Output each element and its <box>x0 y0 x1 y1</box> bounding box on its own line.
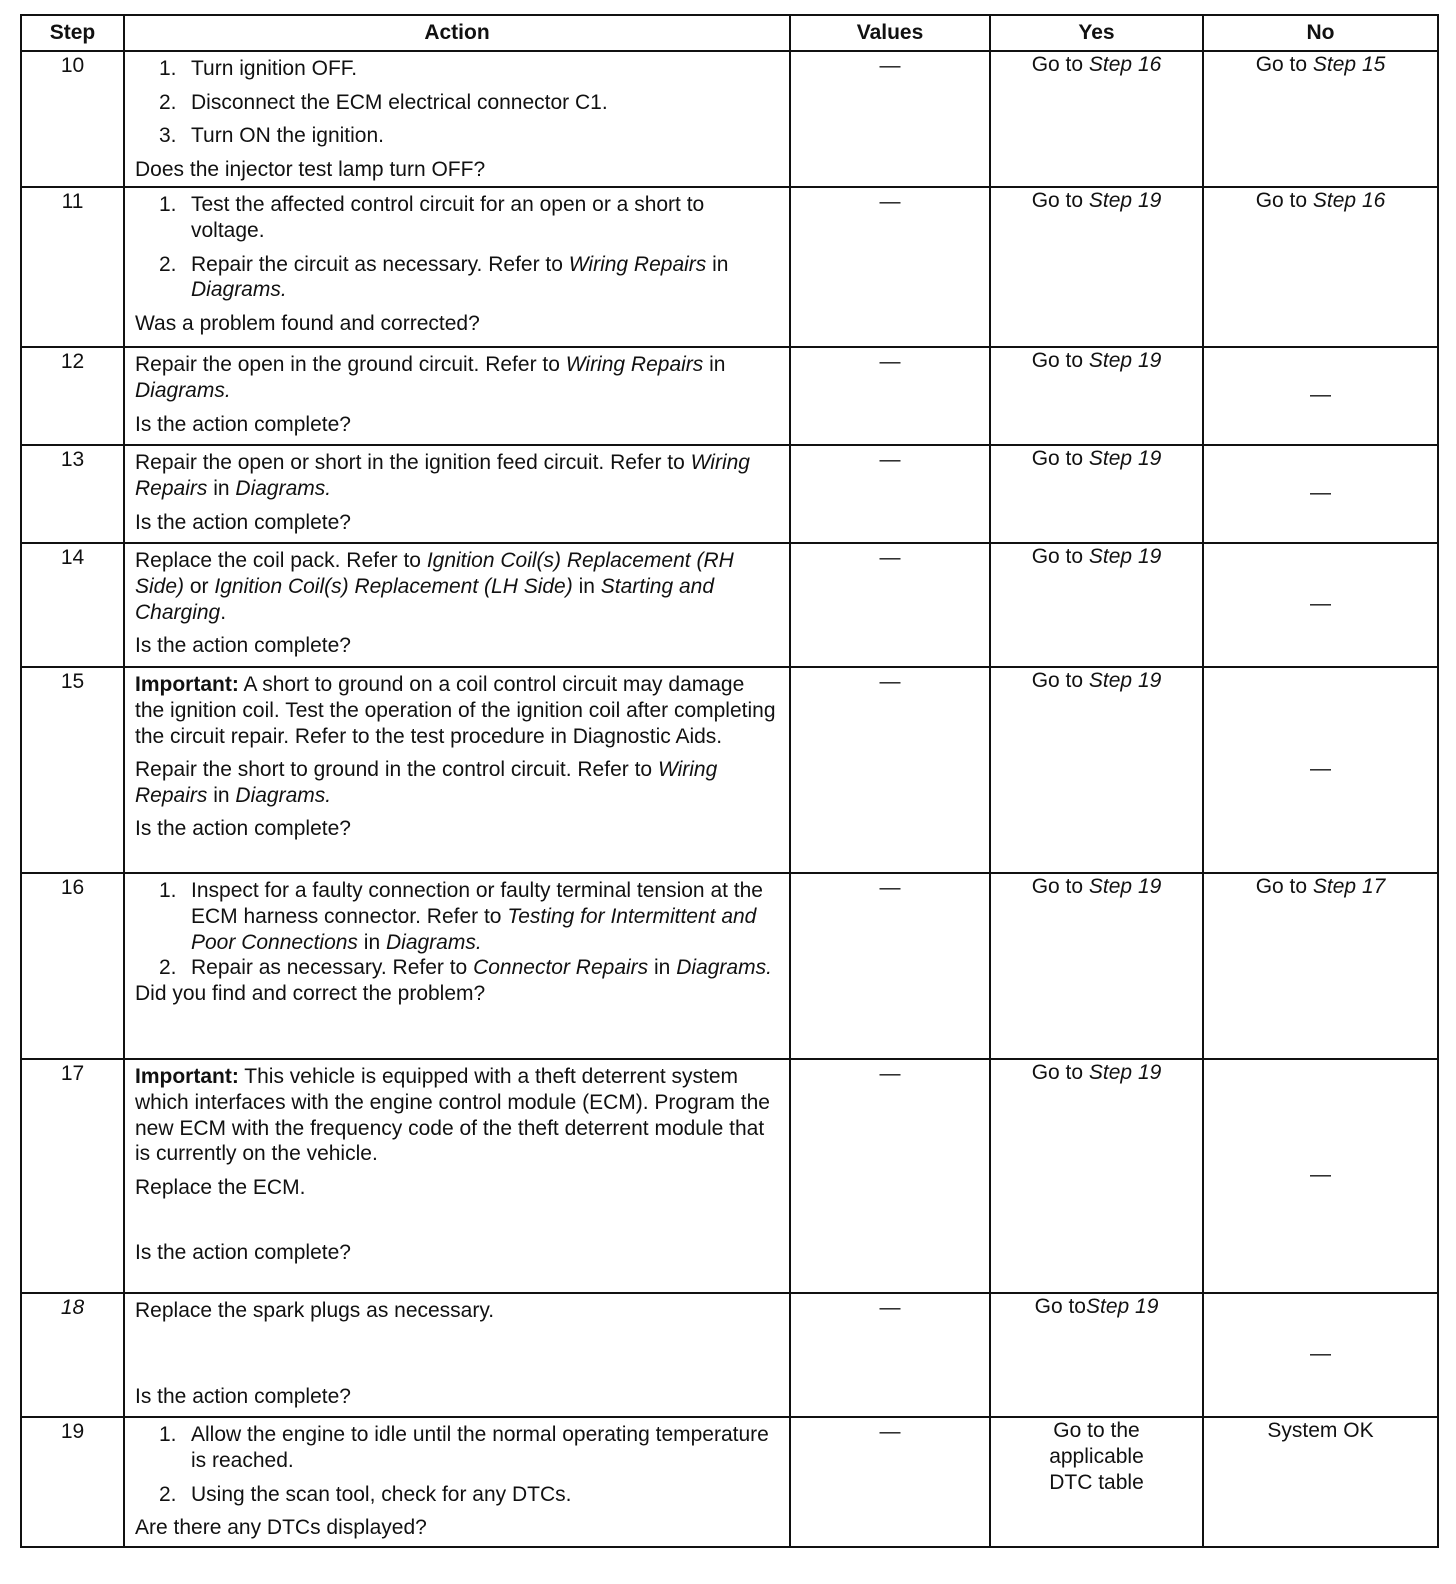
table-row <box>21 873 1438 1059</box>
no-cell: System OK <box>1203 1417 1438 1547</box>
action-cell <box>124 873 790 1059</box>
step-number: 17 <box>21 1059 124 1293</box>
action-question: Is the action complete? <box>135 412 351 436</box>
action-text: Repair the open in the ground circuit. Refer to Wiring Repairs in Diagrams. <box>135 353 726 403</box>
step-number: 13 <box>21 445 124 543</box>
values-cell: — <box>790 51 990 187</box>
yes-cell: Go to Step 19 <box>990 543 1203 667</box>
action-cell <box>124 1059 790 1293</box>
action-step: 1. Inspect for a faulty connection or faulty terminal tension at the ECM harness connector. Refer to Testing for Intermittent and Poor Connections in Diagrams. <box>159 879 763 954</box>
action-question: Is the action complete? <box>135 510 351 534</box>
action-question: Is the action complete? <box>135 634 351 658</box>
action-cell <box>124 667 790 873</box>
action-steps <box>135 878 779 980</box>
step-number: 15 <box>21 667 124 873</box>
no-cell: Go to Step 17 <box>1203 873 1438 1059</box>
action-question: Are there any DTCs displayed? <box>135 1516 427 1540</box>
yes-cell: Go to Step 19 <box>990 347 1203 445</box>
action-cell <box>124 187 790 347</box>
values-cell: — <box>790 347 990 445</box>
action-text: Repair the open or short in the ignition feed circuit. Refer to Wiring Repairs in Diagrams. <box>135 451 750 501</box>
table-row <box>21 1059 1438 1293</box>
action-question: Is the action complete? <box>135 817 351 841</box>
yes-cell: Go to Step 16 <box>990 51 1203 187</box>
no-cell: — <box>1203 347 1438 445</box>
table-row <box>21 667 1438 873</box>
step-number: 16 <box>21 873 124 1059</box>
action-step: 1. Allow the engine to idle until the normal operating temperature is reached. <box>159 1423 769 1473</box>
action-step: 2. Disconnect the ECM electrical connector C1. <box>159 90 608 114</box>
header-action: Action <box>124 15 790 51</box>
header-row <box>21 15 1438 51</box>
action-text: Repair the short to ground in the control circuit. Refer to Wiring Repairs in Diagrams. <box>135 758 718 807</box>
values-cell: — <box>790 543 990 667</box>
table-row <box>21 1293 1438 1417</box>
no-cell: — <box>1203 445 1438 543</box>
header-no: No <box>1203 15 1438 51</box>
action-step: 2. Repair as necessary. Refer to Connector Repairs in Diagrams. <box>159 956 772 980</box>
step-number: 18 <box>21 1293 124 1417</box>
action-text: Replace the ECM. <box>135 1175 306 1199</box>
action-step: 3. Turn ON the ignition. <box>159 124 384 148</box>
action-steps <box>135 192 779 302</box>
header-values: Values <box>790 15 990 51</box>
yes-cell: Go to Step 19 <box>990 187 1203 347</box>
step-number: 10 <box>21 51 124 187</box>
action-cell <box>124 445 790 543</box>
action-steps <box>135 56 779 149</box>
values-cell: — <box>790 445 990 543</box>
no-cell: — <box>1203 667 1438 873</box>
values-cell: — <box>790 1293 990 1417</box>
values-cell: — <box>790 1417 990 1547</box>
step-number: 19 <box>21 1417 124 1547</box>
action-step: 2. Repair the circuit as necessary. Refer to Wiring Repairs in Diagrams. <box>159 252 729 302</box>
action-text: Replace the spark plugs as necessary. <box>135 1299 495 1323</box>
table-row <box>21 51 1438 187</box>
action-cell <box>124 1417 790 1547</box>
header-yes: Yes <box>990 15 1203 51</box>
action-step: 2. Using the scan tool, check for any DTCs. <box>159 1482 572 1506</box>
important-note: Important: This vehicle is equipped with a theft deterrent system which interfaces with the engine control module (ECM). Program the new ECM with the frequency code of the theft deterrent module that is currently on the vehicle. <box>135 1065 770 1166</box>
action-cell <box>124 51 790 187</box>
no-cell: Go to Step 16 <box>1203 187 1438 347</box>
yes-cell: Go to Step 19 <box>990 1059 1203 1293</box>
values-cell: — <box>790 667 990 873</box>
step-number: 11 <box>21 187 124 347</box>
diagnostic-table <box>20 14 1439 1548</box>
action-cell <box>124 347 790 445</box>
table-row <box>21 347 1438 445</box>
action-question: Was a problem found and corrected? <box>135 311 480 335</box>
action-question: Does the injector test lamp turn OFF? <box>135 157 486 181</box>
no-cell: — <box>1203 1293 1438 1417</box>
no-cell: — <box>1203 1059 1438 1293</box>
yes-cell: Go to the applicable DTC table <box>990 1417 1203 1547</box>
action-question: Did you find and correct the problem? <box>135 981 486 1005</box>
table-row <box>21 445 1438 543</box>
step-number: 12 <box>21 347 124 445</box>
action-text: Replace the coil pack. Refer to Ignition Coil(s) Replacement (RH Side) or Ignition Coil(s) Replacement (LH Side) in Starting and Charging. <box>135 549 734 624</box>
yes-cell: Go toStep 19 <box>990 1293 1203 1417</box>
values-cell: — <box>790 187 990 347</box>
yes-cell: Go to Step 19 <box>990 667 1203 873</box>
values-cell: — <box>790 1059 990 1293</box>
action-cell <box>124 543 790 667</box>
no-cell: — <box>1203 543 1438 667</box>
table-row <box>21 1417 1438 1547</box>
important-note: Important: A short to ground on a coil control circuit may damage the ignition coil. Test the operation of the ignition coil after completing the circuit repair. Refer to the test procedure in Diagnostic Aids. <box>135 673 776 748</box>
action-step: 1. Test the affected control circuit for an open or a short to voltage. <box>159 193 705 243</box>
action-steps <box>135 1422 779 1507</box>
step-number: 14 <box>21 543 124 667</box>
yes-cell: Go to Step 19 <box>990 873 1203 1059</box>
values-cell: — <box>790 873 990 1059</box>
header-step: Step <box>21 15 124 51</box>
action-question: Is the action complete? <box>135 1385 351 1409</box>
no-cell: Go to Step 15 <box>1203 51 1438 187</box>
table-row <box>21 187 1438 347</box>
yes-cell: Go to Step 19 <box>990 445 1203 543</box>
action-question: Is the action complete? <box>135 1241 351 1265</box>
table-row <box>21 543 1438 667</box>
action-step: 1. Turn ignition OFF. <box>159 57 358 80</box>
action-cell <box>124 1293 790 1417</box>
